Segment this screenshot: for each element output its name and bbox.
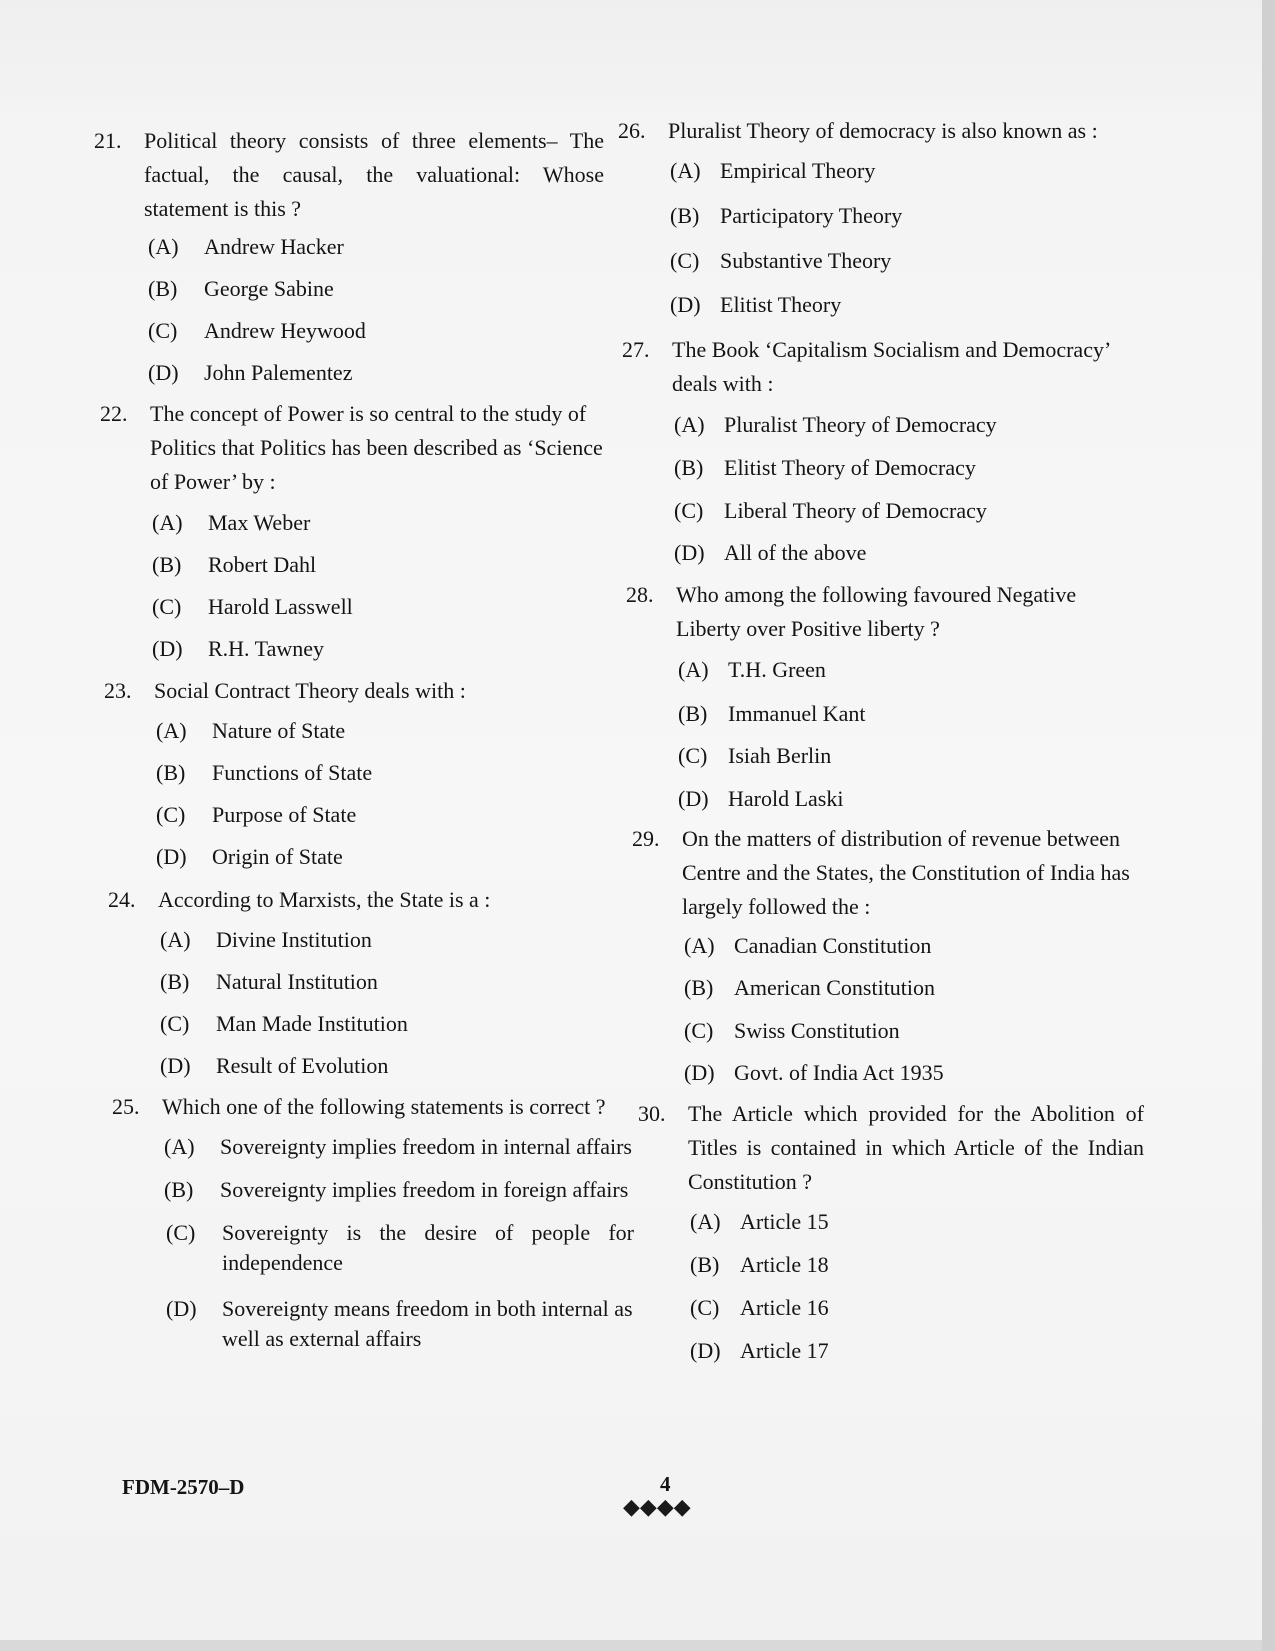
option-28-c[interactable] xyxy=(678,741,831,771)
question-number: 23. xyxy=(104,678,132,703)
option-21-b[interactable] xyxy=(148,274,334,304)
option-text: Natural Institution xyxy=(216,969,378,994)
option-27-c[interactable] xyxy=(674,496,987,526)
option-letter: (A) xyxy=(684,933,715,958)
option-26-a[interactable] xyxy=(670,156,875,186)
option-30-b[interactable] xyxy=(690,1250,829,1280)
option-21-c[interactable] xyxy=(148,316,366,346)
option-text: Result of Evolution xyxy=(216,1053,389,1078)
option-text: Liberal Theory of Democracy xyxy=(724,498,987,523)
option-27-d[interactable] xyxy=(674,538,866,568)
option-text: American Constitution xyxy=(734,975,936,1000)
option-text: Canadian Constitution xyxy=(734,933,932,958)
option-26-c[interactable] xyxy=(670,246,891,276)
option-29-a[interactable] xyxy=(684,931,931,961)
option-text: George Sabine xyxy=(204,276,334,301)
option-24-a[interactable] xyxy=(160,925,372,955)
option-text: Isiah Berlin xyxy=(728,743,832,768)
option-letter: (D) xyxy=(166,1296,197,1321)
option-text: Elitist Theory xyxy=(720,292,842,317)
option-text: Origin of State xyxy=(212,844,343,869)
option-text: Article 17 xyxy=(740,1338,829,1363)
option-letter: (B) xyxy=(148,276,178,301)
question-text: Social Contract Theory deals with : xyxy=(154,678,466,703)
question-text: Which one of the following statements is correct ? xyxy=(162,1094,606,1119)
question-text: According to Marxists, the State is a : xyxy=(158,887,491,912)
option-text: Article 16 xyxy=(740,1295,829,1320)
option-letter: (B) xyxy=(690,1252,720,1277)
question-text: On the matters of distribution of revenue between Centre and the States, the Constitution of India has largely followed the : xyxy=(682,826,1130,919)
option-letter: (A) xyxy=(670,158,701,183)
option-letter: (D) xyxy=(670,292,701,317)
option-27-b[interactable] xyxy=(674,453,976,483)
option-text: Substantive Theory xyxy=(720,248,892,273)
question-number: 30. xyxy=(638,1101,666,1126)
option-letter: (C) xyxy=(156,802,186,827)
option-24-b[interactable] xyxy=(160,967,378,997)
question-text: Pluralist Theory of democracy is also known as : xyxy=(668,118,1098,143)
question-number: 21. xyxy=(94,128,122,153)
option-letter: (A) xyxy=(160,927,191,952)
option-text: John Palementez xyxy=(204,360,353,385)
option-text: Elitist Theory of Democracy xyxy=(724,455,976,480)
option-24-d[interactable] xyxy=(160,1051,388,1081)
question-number: 28. xyxy=(626,582,654,607)
option-22-c[interactable] xyxy=(152,592,353,622)
option-letter: (D) xyxy=(156,844,187,869)
option-25-b[interactable] xyxy=(164,1175,628,1205)
option-letter: (C) xyxy=(670,248,700,273)
option-letter: (B) xyxy=(674,455,704,480)
option-28-d[interactable] xyxy=(678,784,843,814)
option-text: Sovereignty means freedom in both internal as well as external affairs xyxy=(222,1296,633,1351)
option-text: Harold Laski xyxy=(728,786,844,811)
option-letter: (A) xyxy=(690,1209,721,1234)
option-27-a[interactable] xyxy=(674,410,997,440)
option-letter: (C) xyxy=(152,594,182,619)
diamond-ornament-icon: ◆◆◆◆ xyxy=(623,1494,691,1519)
question-number: 25. xyxy=(112,1094,140,1119)
option-letter: (C) xyxy=(148,318,178,343)
option-text: Andrew Hacker xyxy=(204,234,344,259)
option-29-c[interactable] xyxy=(684,1016,900,1046)
option-29-b[interactable] xyxy=(684,973,935,1003)
option-text: Immanuel Kant xyxy=(728,701,866,726)
option-letter: (A) xyxy=(148,234,179,259)
option-text: Swiss Constitution xyxy=(734,1018,900,1043)
option-30-a[interactable] xyxy=(690,1207,829,1237)
option-letter: (D) xyxy=(674,540,705,565)
option-letter: (B) xyxy=(670,203,700,228)
option-letter: (A) xyxy=(156,718,187,743)
option-letter: (C) xyxy=(690,1295,720,1320)
option-text: Sovereignty implies freedom in foreign affairs xyxy=(220,1177,629,1202)
option-text: Andrew Heywood xyxy=(204,318,366,343)
option-letter: (A) xyxy=(152,510,183,535)
page-edge-shadow xyxy=(1262,0,1275,1651)
option-23-d[interactable] xyxy=(156,842,343,872)
option-letter: (B) xyxy=(684,975,714,1000)
option-29-d[interactable] xyxy=(684,1058,944,1088)
option-letter: (B) xyxy=(152,552,182,577)
option-24-c[interactable] xyxy=(160,1009,408,1039)
option-28-b[interactable] xyxy=(678,699,865,729)
option-letter: (C) xyxy=(678,743,708,768)
option-text: Functions of State xyxy=(212,760,373,785)
option-22-b[interactable] xyxy=(152,550,316,580)
option-letter: (A) xyxy=(674,412,705,437)
option-letter: (D) xyxy=(678,786,709,811)
option-23-a[interactable] xyxy=(156,716,345,746)
option-26-d[interactable] xyxy=(670,290,841,320)
option-22-d[interactable] xyxy=(152,634,324,664)
option-letter: (C) xyxy=(160,1011,190,1036)
option-25-d[interactable] xyxy=(166,1294,634,1354)
paper-code: FDM-2570–D xyxy=(122,1475,245,1499)
option-letter: (B) xyxy=(678,701,708,726)
question-text: The Book ‘Capitalism Socialism and Democracy’ deals with : xyxy=(672,337,1110,396)
option-letter: (D) xyxy=(152,636,183,661)
option-25-a[interactable] xyxy=(164,1132,632,1162)
option-letter: (D) xyxy=(684,1060,715,1085)
option-text: Divine Institution xyxy=(216,927,372,952)
question-number: 26. xyxy=(618,118,646,143)
option-21-d[interactable] xyxy=(148,358,352,388)
question-text: Political theory consists of three elements– The factual, the causal, the valuational: Whose statement is this ? xyxy=(144,128,604,221)
option-text: Article 18 xyxy=(740,1252,829,1277)
option-letter: (D) xyxy=(148,360,179,385)
option-letter: (A) xyxy=(164,1134,195,1159)
option-28-a[interactable] xyxy=(678,655,826,685)
option-letter: (B) xyxy=(156,760,186,785)
option-text: Nature of State xyxy=(212,718,346,743)
option-letter: (C) xyxy=(684,1018,714,1043)
option-23-c[interactable] xyxy=(156,800,356,830)
option-letter: (D) xyxy=(160,1053,191,1078)
option-text: Govt. of India Act 1935 xyxy=(734,1060,944,1085)
option-text: Sovereignty implies freedom in internal affairs xyxy=(220,1134,632,1159)
question-text: Who among the following favoured Negative Liberty over Positive liberty ? xyxy=(676,582,1077,641)
option-text: Purpose of State xyxy=(212,802,357,827)
option-letter: (B) xyxy=(164,1177,194,1202)
question-number: 29. xyxy=(632,826,660,851)
option-text: Robert Dahl xyxy=(208,552,317,577)
option-letter: (D) xyxy=(690,1338,721,1363)
option-text: Empirical Theory xyxy=(720,158,876,183)
option-letter: (C) xyxy=(674,498,704,523)
option-25-c[interactable] xyxy=(166,1218,634,1278)
question-text: The Article which provided for the Abolition of Titles is contained in which Article of the Indian Constitution ? xyxy=(688,1101,1144,1194)
option-letter: (A) xyxy=(678,657,709,682)
option-letter: (B) xyxy=(160,969,190,994)
option-23-b[interactable] xyxy=(156,758,372,788)
option-30-c[interactable] xyxy=(690,1293,829,1323)
option-22-a[interactable] xyxy=(152,508,310,538)
option-26-b[interactable] xyxy=(670,201,902,231)
option-text: Man Made Institution xyxy=(216,1011,408,1036)
option-text: Article 15 xyxy=(740,1209,829,1234)
option-text: Harold Lasswell xyxy=(208,594,353,619)
option-text: All of the above xyxy=(724,540,867,565)
page-number: 4 xyxy=(660,1472,671,1496)
question-text: The concept of Power is so central to the study of Politics that Politics has been described as ‘Science of Power’ by : xyxy=(150,401,603,494)
option-letter: (C) xyxy=(166,1220,196,1245)
option-text: T.H. Green xyxy=(728,657,826,682)
question-number: 24. xyxy=(108,887,136,912)
option-text: Participatory Theory xyxy=(720,203,903,228)
option-text: Max Weber xyxy=(208,510,311,535)
question-number: 27. xyxy=(622,337,650,362)
option-30-d[interactable] xyxy=(690,1336,829,1366)
option-text: Pluralist Theory of Democracy xyxy=(724,412,997,437)
option-21-a[interactable] xyxy=(148,232,344,262)
question-number: 22. xyxy=(100,401,128,426)
option-text: Sovereignty is the desire of people for independence xyxy=(222,1220,634,1275)
option-text: R.H. Tawney xyxy=(208,636,324,661)
